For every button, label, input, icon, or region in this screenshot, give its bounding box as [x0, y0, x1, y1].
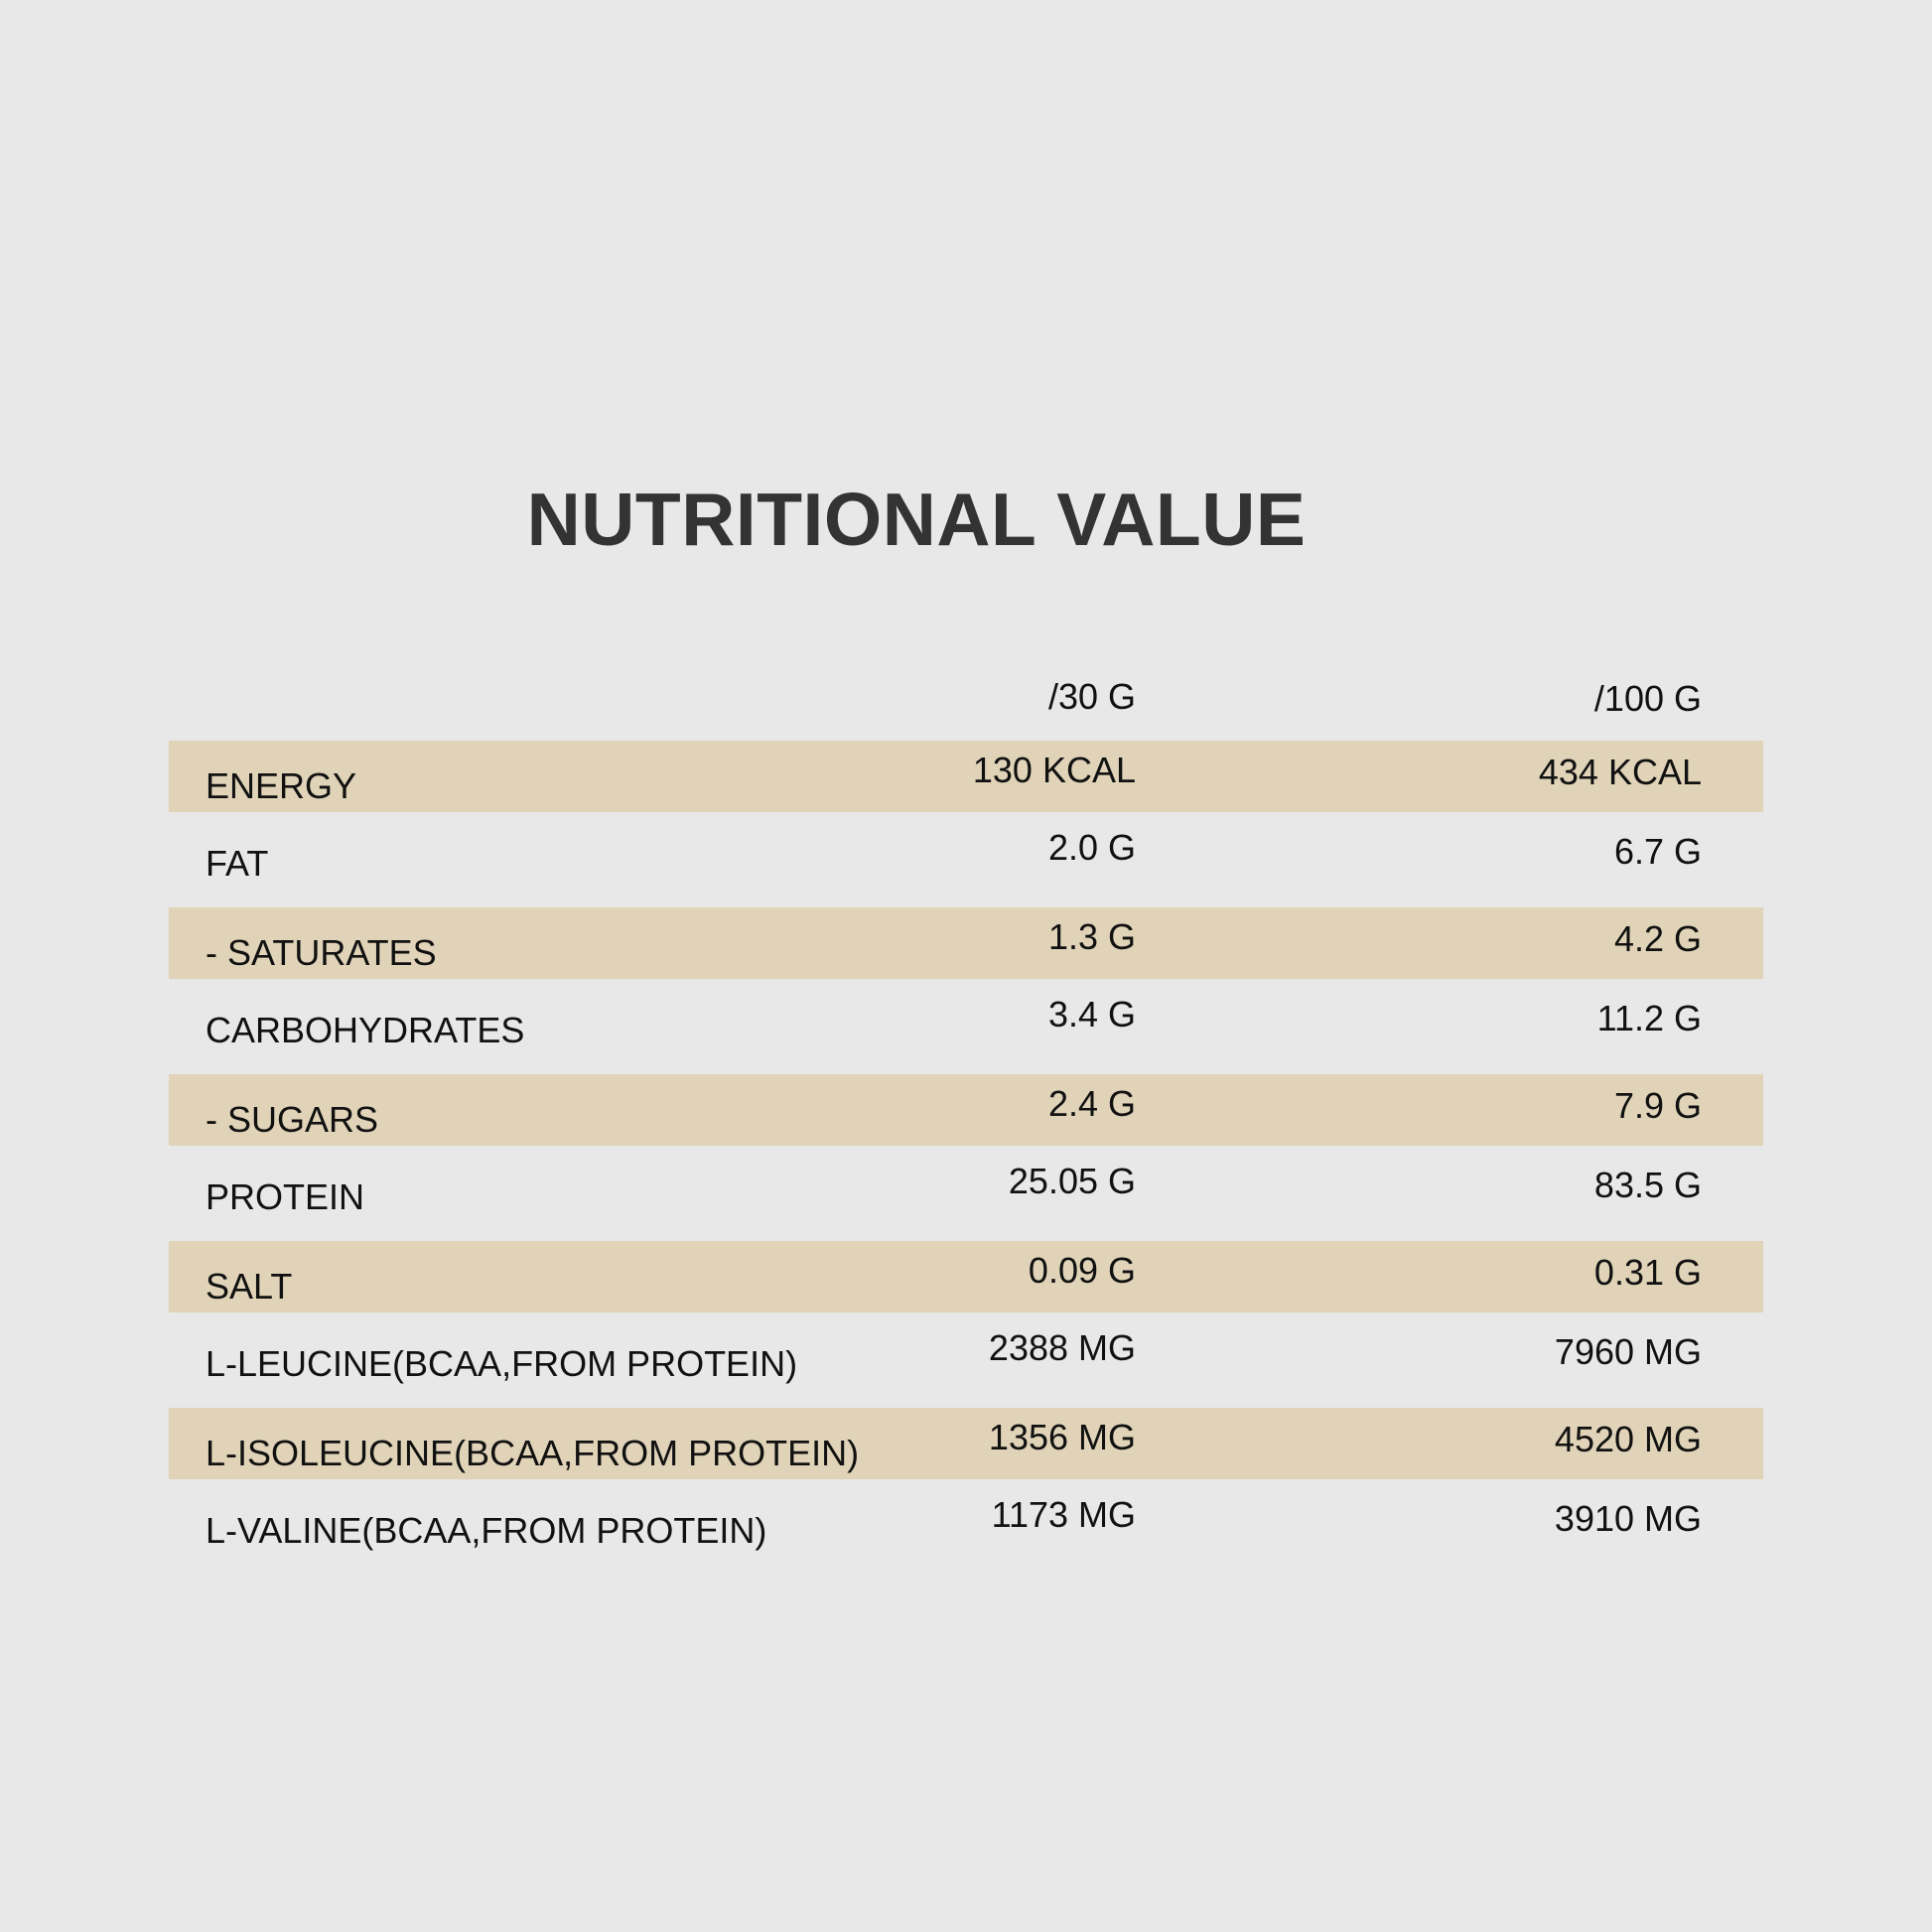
row-label: L-LEUCINE(BCAA,FROM PROTEIN)	[206, 1343, 798, 1384]
table-row-salt	[169, 1241, 1763, 1312]
row-label: ENERGY	[206, 765, 357, 806]
row-label: L-ISOLEUCINE(BCAA,FROM PROTEIN)	[206, 1433, 860, 1473]
row-value-per-100g: 434 KCAL	[1538, 752, 1702, 792]
row-value-per-30g: 0.09 G	[1028, 1250, 1136, 1291]
row-value-per-100g: 4520 MG	[1554, 1419, 1702, 1459]
row-value-per-30g: 2388 MG	[988, 1327, 1136, 1368]
table-row-l-valine	[169, 1479, 1763, 1575]
row-label: PROTEIN	[206, 1176, 365, 1217]
row-label: FAT	[206, 843, 269, 884]
row-value-per-100g: 3910 MG	[1554, 1498, 1702, 1539]
row-value-per-100g: 6.7 G	[1613, 831, 1702, 872]
table-row-l-leucine	[169, 1312, 1763, 1408]
row-value-per-30g: 2.0 G	[1047, 827, 1136, 868]
row-label: CARBOHYDRATES	[206, 1010, 525, 1050]
row-value-per-100g: 7.9 G	[1613, 1085, 1702, 1126]
row-label: - SUGARS	[206, 1099, 379, 1140]
table-row-l-isoleucine	[169, 1408, 1763, 1479]
nutrition-table	[169, 657, 1763, 1575]
page-title: NUTRITIONAL VALUE	[526, 478, 1307, 561]
row-value-per-30g: 2.4 G	[1047, 1083, 1136, 1124]
table-header-row	[169, 657, 1763, 741]
row-value-per-30g: 1.3 G	[1047, 916, 1136, 957]
table-row-carbohydrates	[169, 979, 1763, 1074]
row-value-per-30g: 3.4 G	[1047, 994, 1136, 1035]
table-row-saturates	[169, 907, 1763, 979]
table-row-protein	[169, 1146, 1763, 1241]
row-value-per-100g: 7960 MG	[1554, 1331, 1702, 1372]
row-value-per-30g: 130 KCAL	[972, 750, 1136, 790]
row-value-per-100g: 11.2 G	[1596, 998, 1702, 1038]
row-label: - SATURATES	[206, 932, 437, 973]
row-label: SALT	[206, 1266, 293, 1307]
row-value-per-30g: 25.05 G	[1008, 1161, 1136, 1201]
column-header-per-100g: /100 G	[1593, 678, 1702, 719]
table-row-fat	[169, 812, 1763, 907]
row-label: L-VALINE(BCAA,FROM PROTEIN)	[206, 1510, 767, 1551]
row-value-per-30g: 1356 MG	[988, 1417, 1136, 1457]
row-value-per-100g: 83.5 G	[1593, 1165, 1702, 1205]
column-header-per-30g: /30 G	[1047, 676, 1136, 717]
row-value-per-100g: 0.31 G	[1593, 1252, 1702, 1293]
table-row-energy	[169, 741, 1763, 812]
row-value-per-30g: 1173 MG	[991, 1494, 1136, 1535]
table-row-sugars	[169, 1074, 1763, 1146]
row-value-per-100g: 4.2 G	[1613, 918, 1702, 959]
